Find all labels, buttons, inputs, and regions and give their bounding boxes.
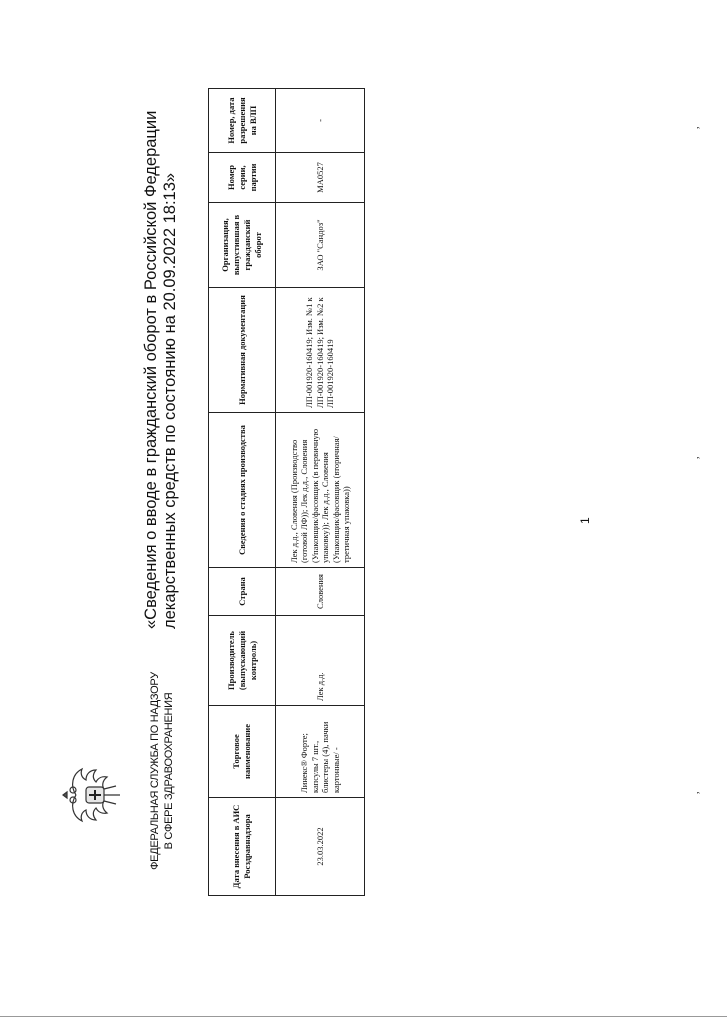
scan-mark: , bbox=[690, 456, 701, 459]
col-header-manufacturer: Производитель (выпускающий контроль) bbox=[209, 616, 276, 706]
col-header-organization: Организация, выпустившая в гражданский оборот bbox=[209, 203, 276, 288]
page-number: 1 bbox=[578, 517, 592, 524]
table-header-row bbox=[209, 89, 276, 896]
table-row bbox=[276, 89, 365, 896]
col-header-permit: Номер, дата разрешения на ВЛП bbox=[209, 89, 276, 153]
document-title bbox=[142, 29, 180, 629]
cell-manufacturer: Лек д.д. bbox=[276, 616, 365, 706]
col-header-date: Дата внесения в АИС Росздравнадзора bbox=[209, 798, 276, 896]
scan-mark: , bbox=[690, 126, 701, 129]
title-line-1: «Сведения о вводе в гражданский оборот в Российской Федерации bbox=[142, 110, 160, 629]
col-header-series: Номер серии, партии bbox=[209, 153, 276, 203]
cell-stages: Лек д.д., Словения (Производство (готовой ЛФ)); Лек д.д., Словения (Упаковщик/фасовщик (в первичную упаковку)); Лек д.д., Словения (Упаковщик/фасовщик (вторичная/третичная упаковка)) bbox=[276, 413, 365, 568]
cell-country: Словения bbox=[276, 568, 365, 616]
agency-name bbox=[148, 646, 176, 896]
cell-date: 23.03.2022 bbox=[276, 798, 365, 896]
col-header-stages: Сведения о стадиях производства bbox=[209, 413, 276, 568]
cell-organization: ЗАО "Сандоз" bbox=[276, 203, 365, 288]
cell-permit: - bbox=[276, 89, 365, 153]
scan-edge-line bbox=[0, 1016, 727, 1017]
agency-line-2: В СФЕРЕ ЗДРАВООХРАНЕНИЯ bbox=[163, 692, 175, 850]
cell-trade-name: Линекс® Форте; капсулы 7 шт., блистеры (4), пачки картонные/ - bbox=[276, 706, 365, 798]
registry-table bbox=[208, 88, 365, 896]
cell-normative: ЛП-001920-160419; Изм. №1 к ЛП-001920-160419; Изм. №2 к ЛП-001920-160419 bbox=[276, 288, 365, 413]
agency-line-1: ФЕДЕРАЛЬНАЯ СЛУЖБА ПО НАДЗОРУ bbox=[149, 672, 161, 870]
eagle-emblem-icon bbox=[62, 766, 124, 824]
title-line-2: лекарственных средств по состоянию на 20.09.2022 18:13» bbox=[161, 172, 179, 629]
col-header-normative: Нормативная документация bbox=[209, 288, 276, 413]
col-header-trade-name: Торговое наименование bbox=[209, 706, 276, 798]
scan-mark: , bbox=[690, 791, 701, 794]
cell-series: МА0527 bbox=[276, 153, 365, 203]
col-header-country: Страна bbox=[209, 568, 276, 616]
